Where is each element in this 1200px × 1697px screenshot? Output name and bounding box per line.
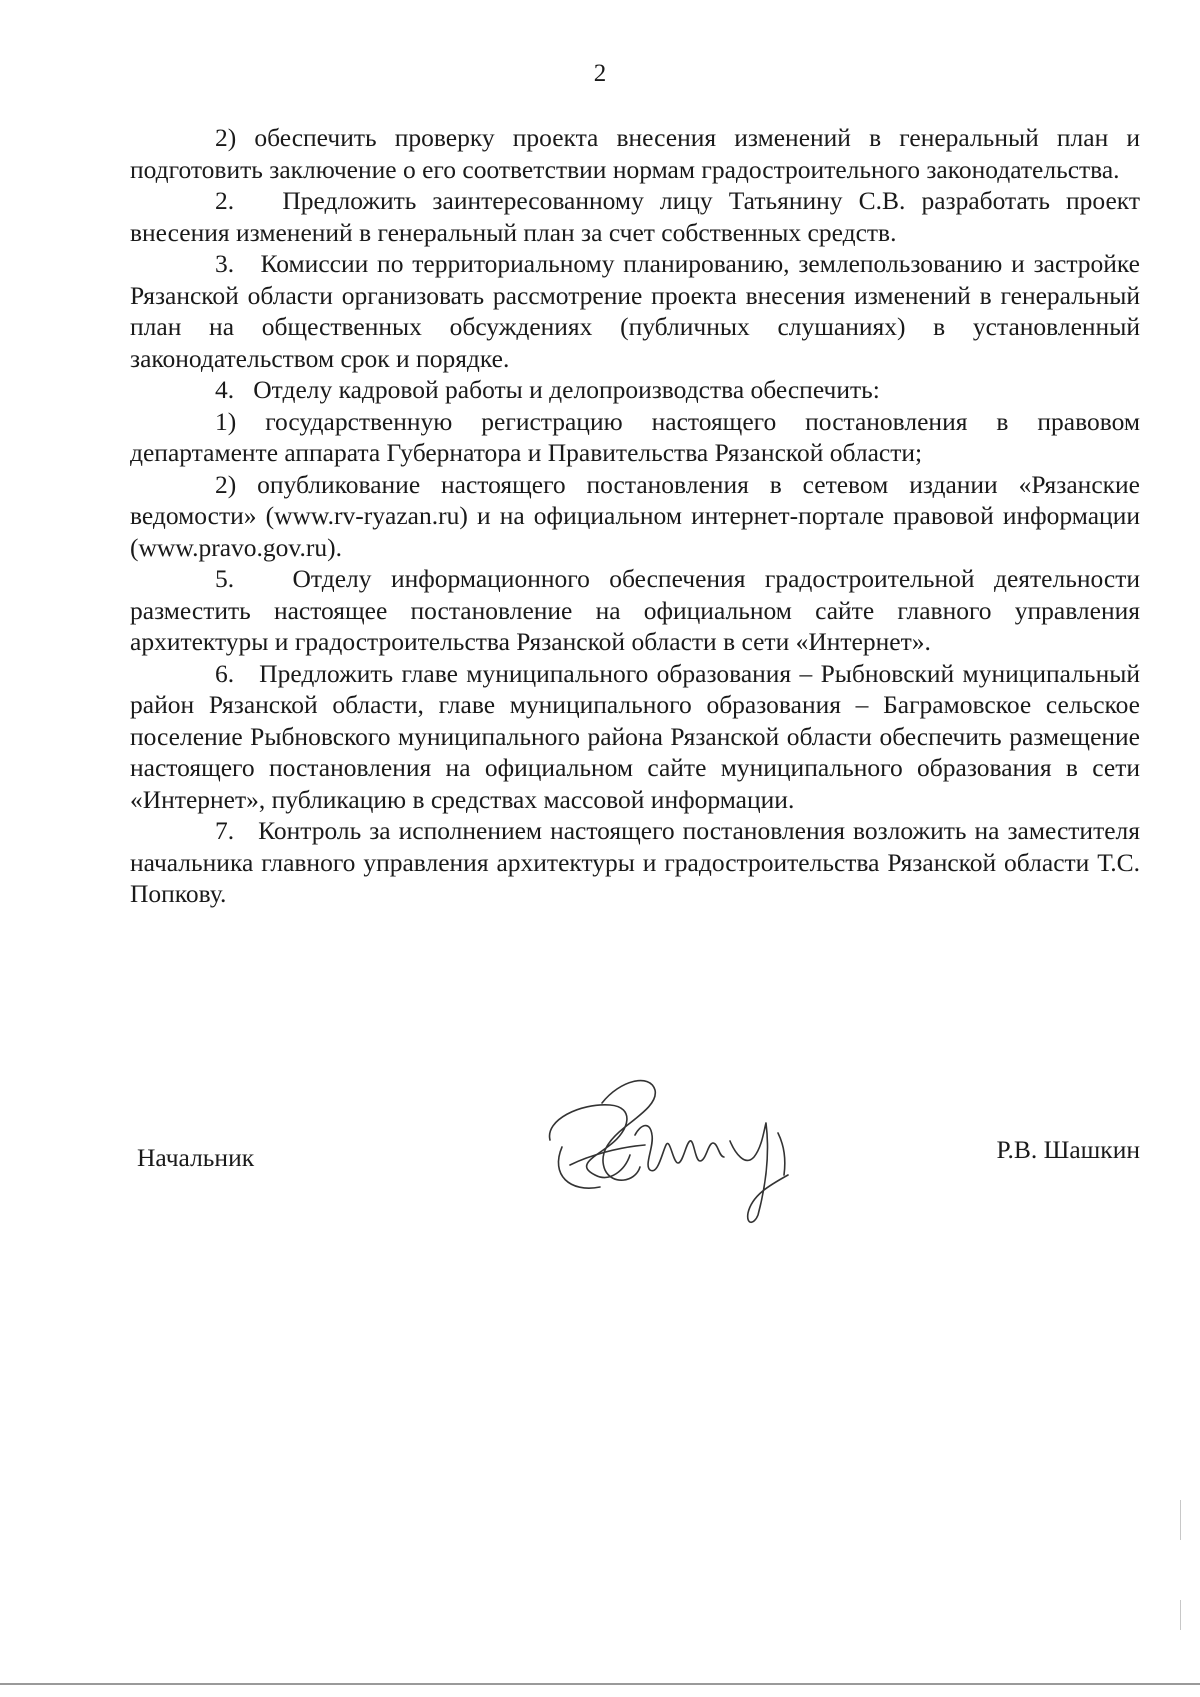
signatory-title: Начальник [137, 1143, 255, 1172]
signatory-name: Р.В. Шашкин [996, 1135, 1140, 1164]
scan-artifact [1180, 1500, 1181, 1540]
paragraph-5: 5. Отделу информационного обеспечения градостроительной деятельности разместить настоящее постановление на официальном сайте главного управления архитектуры и градостроительства Рязанской области в сети «Интернет». [130, 564, 1140, 656]
paragraph-4-1: 1) государственную регистрацию настоящего постановления в правовом департаменте аппарата Губернатора и Правительства Рязанской области; [130, 406, 1140, 467]
paragraph-2: 2. Предложить заинтересованному лицу Татьянину С.В. разработать проект внесения изменений в генеральный план за счет собственных средств. [130, 186, 1140, 247]
signature-block [130, 1135, 1140, 1195]
paragraph-4: 4. Отделу кадровой работы и делопроизводства обеспечить: [215, 375, 880, 404]
scan-bottom-edge [0, 1683, 1200, 1685]
paragraph-6: 6. Предложить главе муниципального образования – Рыбновский муниципальный район Рязанской области, главе муниципального образования – Баграмовское сельское поселение Рыбновского муниципального района Рязанской области обеспечить размещение настоящего постановления на официальном сайте муниципального образования в сети «Интернет», публикацию в средствах массовой информации. [130, 658, 1140, 814]
paragraph-1-2: 2) обеспечить проверку проекта внесения изменений в генеральный план и подготовить заключение о его соответствии нормам градостроительного законодательства. [130, 123, 1140, 184]
document-body [130, 122, 1140, 910]
paragraph-7: 7. Контроль за исполнением настоящего постановления возложить на заместителя начальника главного управления архитектуры и градостроительства Рязанской области Т.С. Попкову. [130, 816, 1140, 908]
scan-artifact [1180, 1600, 1181, 1630]
paragraph-4-2: 2) опубликование настоящего постановления в сетевом издании «Рязанские ведомости» (www.rv-ryazan.ru) и на официальном интернет-портале правовой информации (www.pravo.gov.ru). [130, 469, 1140, 562]
page-number: 2 [593, 60, 607, 87]
paragraph-3: 3. Комиссии по территориальному планированию, землепользованию и застройке Рязанской области организовать рассмотрение проекта внесения изменений в генеральный план на общественных обсуждениях (публичных слушаниях) в установленный законодательством срок и порядке. [130, 249, 1140, 373]
